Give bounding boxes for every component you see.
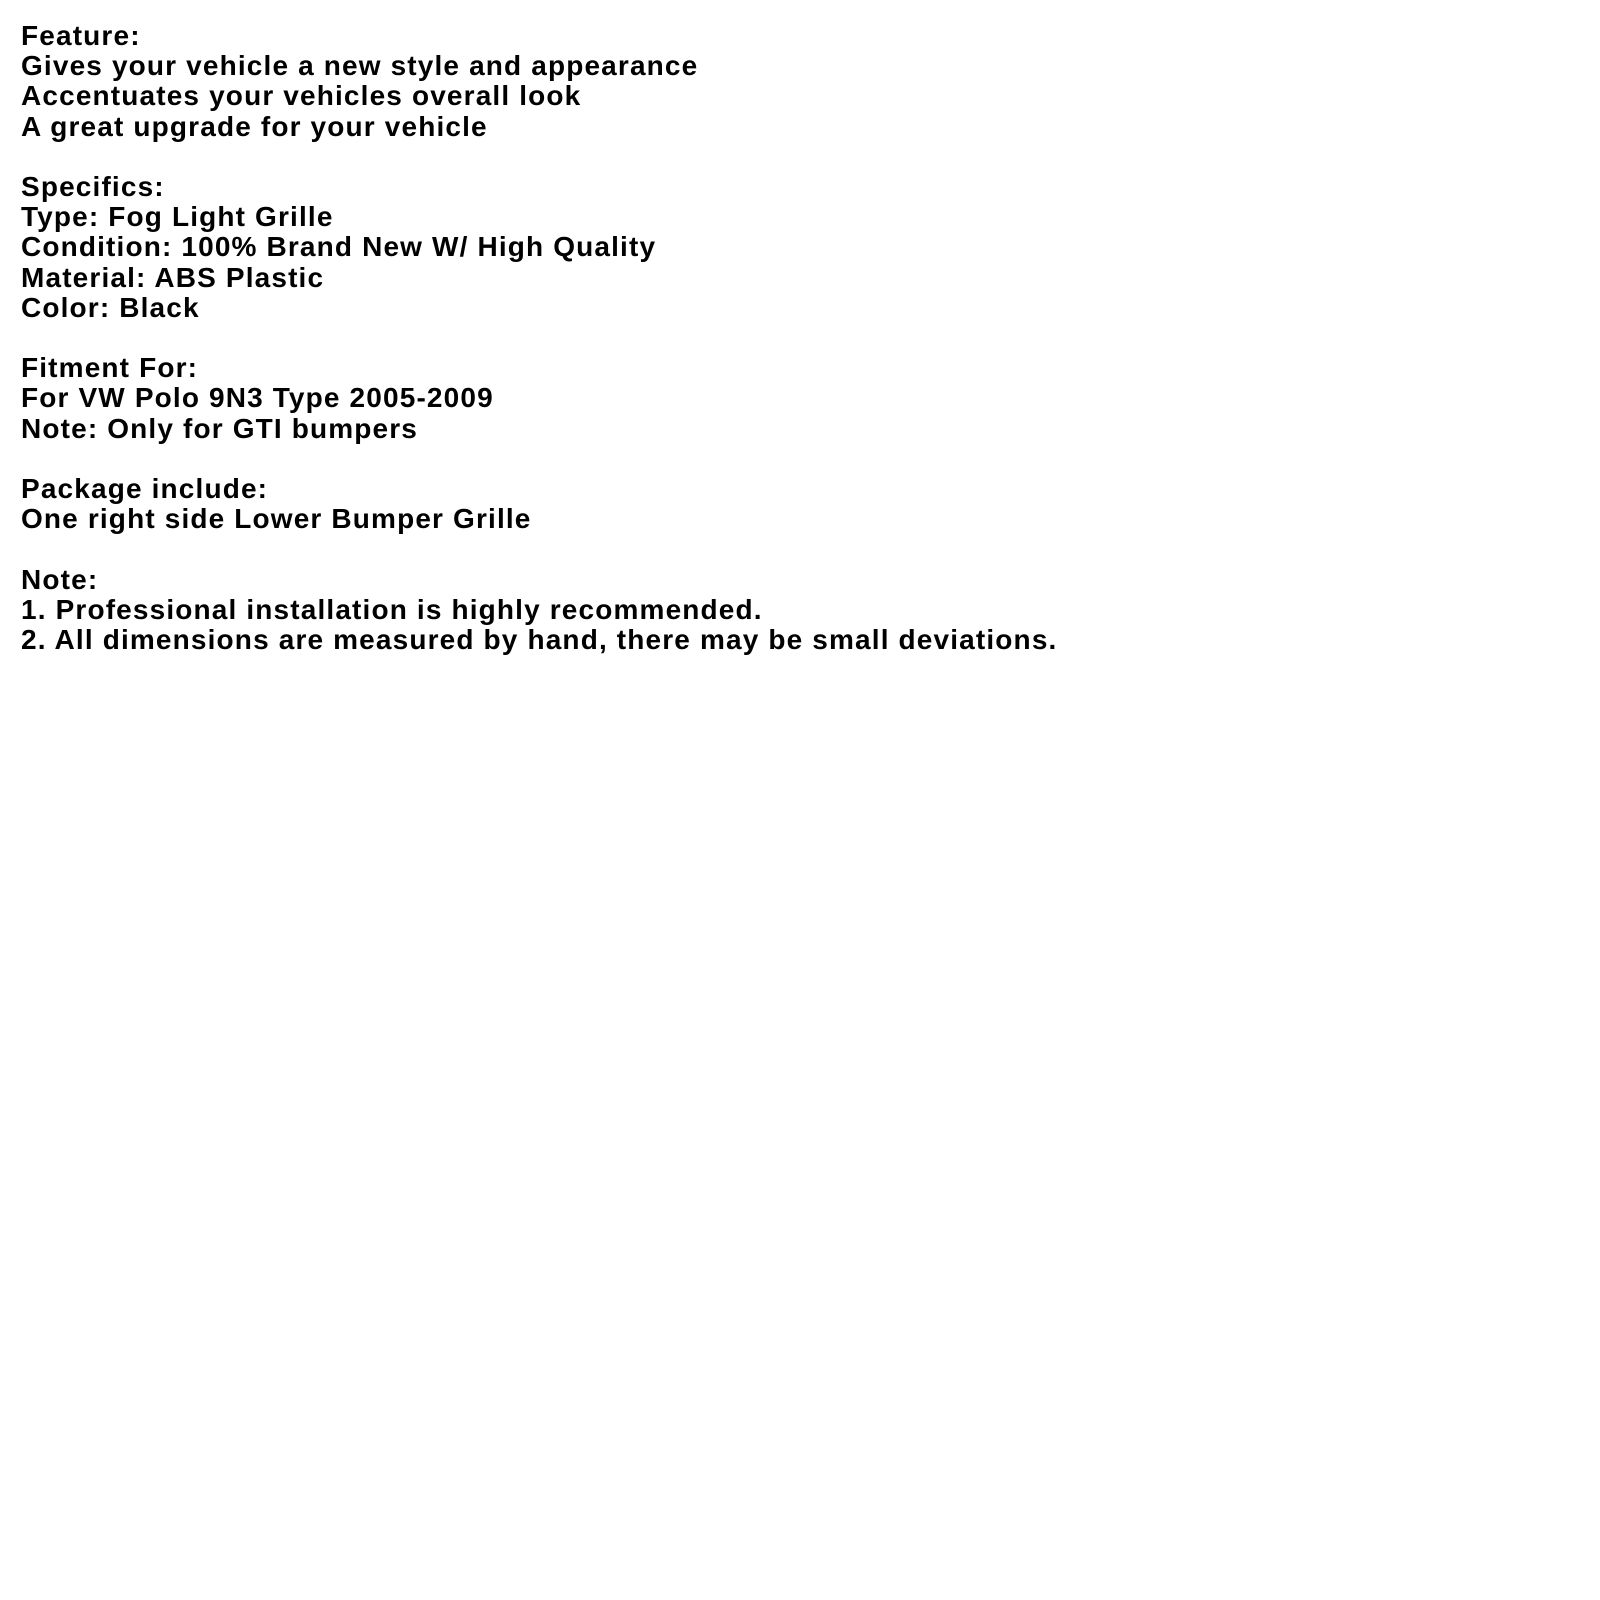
- section-heading: Package include:: [21, 473, 269, 504]
- note-line: 2. All dimensions are measured by hand, there may be small deviations.: [21, 624, 1058, 655]
- section-heading: Feature:: [21, 20, 141, 51]
- specifics-section: [21, 172, 1581, 323]
- spec-line: Condition: 100% Brand New W/ High Quality: [21, 231, 657, 263]
- note-line: 1. Professional installation is highly recommended.: [21, 593, 763, 625]
- section-heading: Note:: [21, 563, 99, 595]
- spec-line: Type: Fog Light Grille: [21, 201, 334, 233]
- fitment-section: [21, 353, 1581, 444]
- fitment-line: For VW Polo 9N3 Type 2005-2009: [21, 382, 494, 414]
- feature-line: Accentuates your vehicles overall look: [21, 80, 582, 112]
- note-section: [21, 565, 1581, 656]
- spec-line: Material: ABS Plastic: [21, 261, 325, 293]
- feature-section: [21, 21, 1581, 142]
- section-heading: Specifics:: [21, 171, 165, 202]
- product-description: [21, 21, 1581, 685]
- feature-line: A great upgrade for your vehicle: [21, 110, 488, 142]
- section-heading: Fitment For:: [21, 352, 199, 384]
- spec-line: Color: Black: [21, 291, 200, 323]
- package-line: One right side Lower Bumper Grille: [21, 503, 532, 535]
- feature-line: Gives your vehicle a new style and appearance: [21, 50, 699, 82]
- fitment-line: Note: Only for GTI bumpers: [21, 412, 419, 444]
- package-section: [21, 474, 1581, 534]
